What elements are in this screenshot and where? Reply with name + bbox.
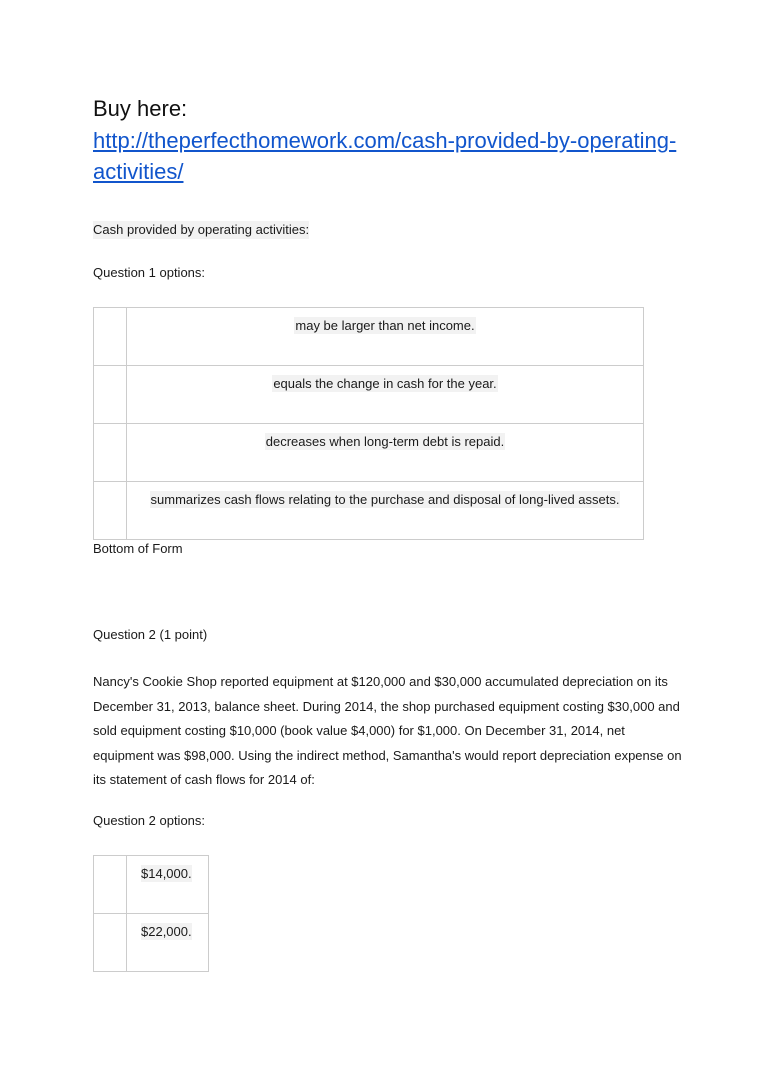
option-text-cell [127,424,644,482]
option-label: may be larger than net income. [295,318,475,333]
option-text-cell [127,308,644,366]
option-row[interactable] [94,308,644,366]
option-radio-cell[interactable] [94,482,127,540]
question-2-title: Question 2 (1 point) [93,627,208,642]
option-radio-cell[interactable] [94,366,127,424]
option-radio-cell[interactable] [94,424,127,482]
option-label: $22,000. [141,924,192,939]
option-row[interactable] [94,482,644,540]
buy-link[interactable]: http://theperfecthomework.com/cash-provided-by-operating-activities/ [93,128,677,184]
option-text-cell [127,482,644,540]
option-row[interactable] [94,366,644,424]
question-1-options-table [93,307,644,540]
option-label: summarizes cash flows relating to the purchase and disposal of long-lived assets. [150,492,620,507]
option-label: decreases when long-term debt is repaid. [265,434,505,449]
option-radio-cell[interactable] [94,914,127,972]
buy-here-label: Buy here: [93,96,188,121]
option-radio-cell[interactable] [94,856,127,914]
question-2-options-table [93,855,209,972]
option-label: $14,000. [141,866,192,881]
option-row[interactable] [94,856,209,914]
question-2-body: Nancy's Cookie Shop reported equipment at $120,000 and $30,000 accumulated depreciation on its December 31, 2013, balance sheet. During 2014, the shop purchased equipment costing $30,000 and sold equipment costing $10,000 (book value $4,000) for $1,000. On December 31, 2014, net equipment was $98,000. Using the indirect method, Samantha's would report depreciation expense on its statement of cash flows for 2014 of: [93,674,682,788]
option-row[interactable] [94,424,644,482]
option-text-cell [127,366,644,424]
question-1-prompt: Cash provided by operating activities: [93,222,310,237]
question-2-options-label: Question 2 options: [93,813,206,828]
bottom-of-form-label: Bottom of Form [93,541,183,556]
option-radio-cell[interactable] [94,308,127,366]
option-text-cell [127,856,209,914]
question-1-options-label: Question 1 options: [93,265,206,280]
option-label: equals the change in cash for the year. [273,376,497,391]
option-row[interactable] [94,914,209,972]
option-text-cell [127,914,209,972]
